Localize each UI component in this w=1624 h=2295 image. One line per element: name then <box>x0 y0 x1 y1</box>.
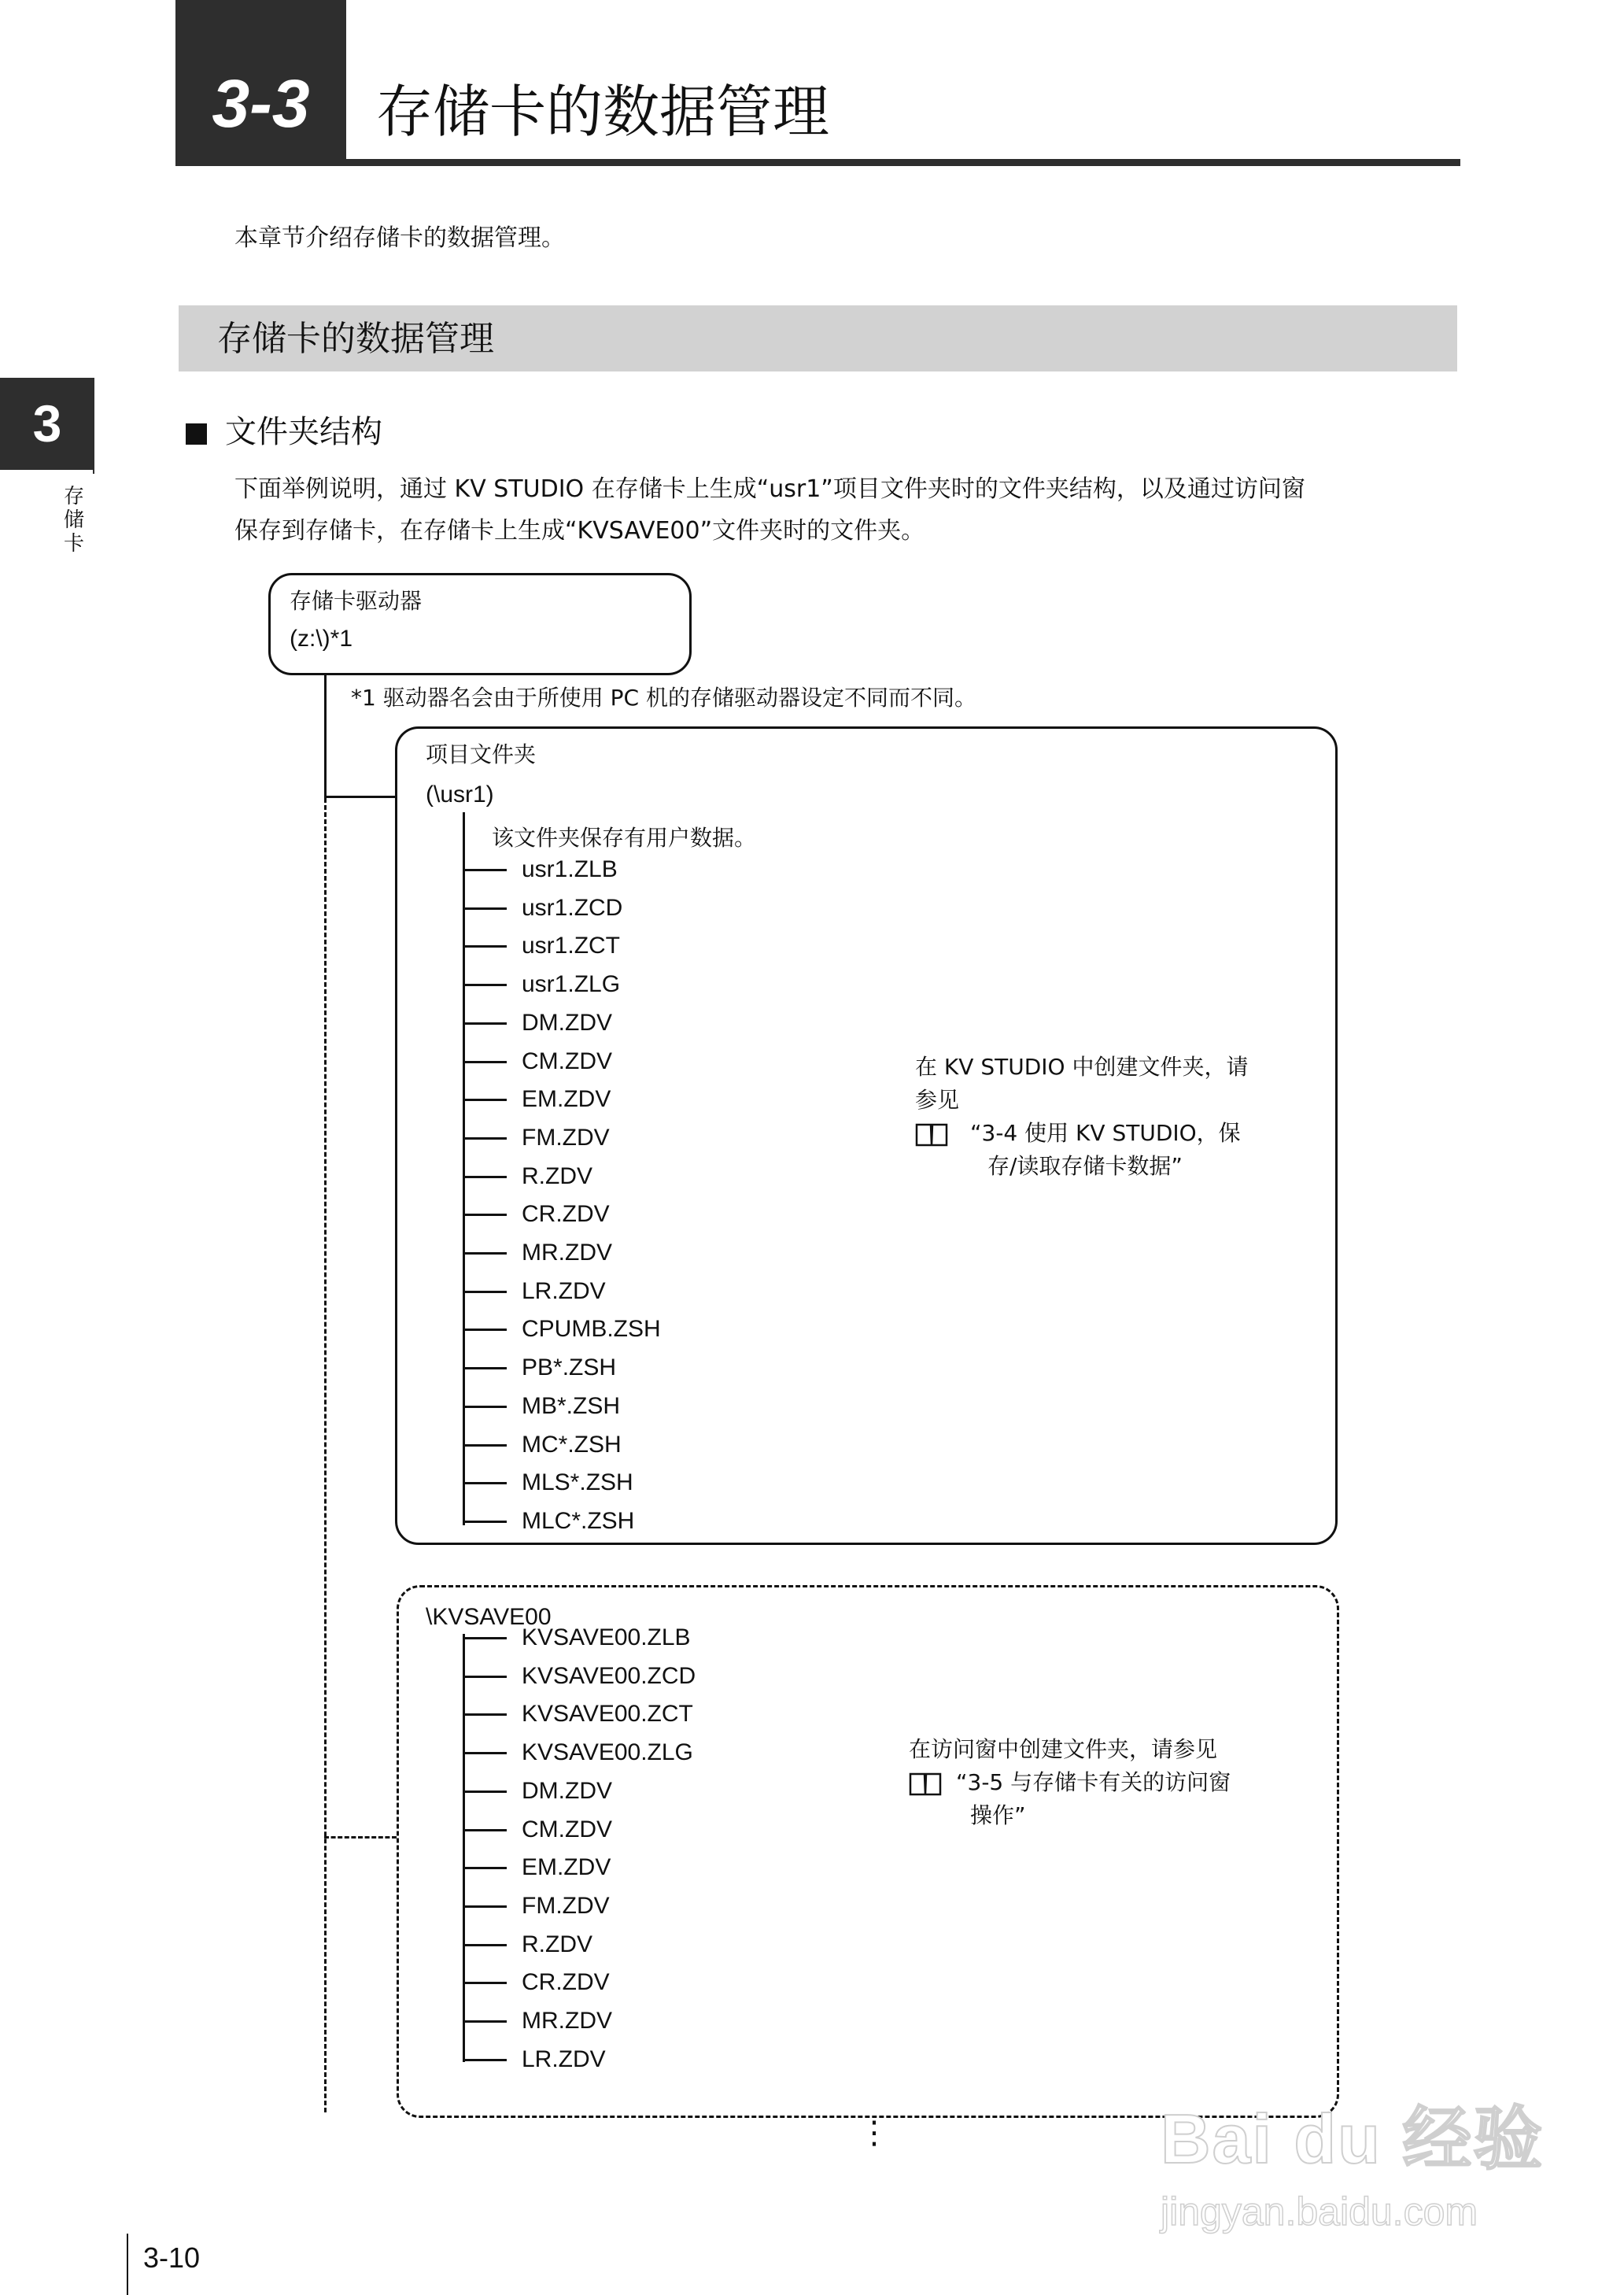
tree-branch-line <box>465 869 507 871</box>
tree-branch-line <box>465 1905 507 1908</box>
file-name: MLS*.ZSH <box>522 1469 633 1496</box>
header-rule <box>175 159 1460 166</box>
tree-branch-line <box>465 1329 507 1331</box>
project-folder-note: 该文件夹保存有用户数据。 <box>492 825 757 851</box>
paragraph-line: 下面举例说明，通过 KV STUDIO 在存储卡上生成“usr1”项目文件夹时的文件夹结构，以及通过访问窗 <box>234 475 1305 503</box>
tree-branch-line <box>465 1176 507 1178</box>
side-tab-number: 3 <box>32 394 62 453</box>
tree-branch-line <box>465 984 507 986</box>
kvsave-reference-link[interactable]: “3-5 与存储卡有关的访问窗 <box>956 1769 1231 1795</box>
file-name: MLC*.ZSH <box>522 1507 635 1534</box>
file-name: DM.ZDV <box>522 1777 612 1804</box>
tree-branch-line <box>465 2020 507 2023</box>
project-folder-label: 项目文件夹 <box>426 741 537 767</box>
tree-branch-line <box>465 1867 507 1869</box>
kvsave-tree-line <box>463 1634 465 2062</box>
footnote: *1 驱动器名会由于所使用 PC 机的存储驱动器设定不同而不同。 <box>351 685 976 711</box>
tree-branch-line <box>465 1944 507 1946</box>
tree-branch-line <box>465 1022 507 1025</box>
file-name: usr1.ZCD <box>522 894 623 921</box>
tree-branch-line <box>465 1367 507 1369</box>
book-icon <box>915 1122 948 1148</box>
tree-branch-line <box>465 1061 507 1063</box>
drive-path: (z:\)*1 <box>290 626 353 652</box>
file-name: PB*.ZSH <box>522 1354 617 1381</box>
tree-branch-line <box>465 1982 507 1984</box>
tree-branch-line <box>465 907 507 910</box>
file-name: usr1.ZCT <box>522 933 621 959</box>
file-name: R.ZDV <box>522 1931 592 1957</box>
chapter-section-number: 3-3 <box>212 66 310 142</box>
project-reference-text: 参见 <box>915 1087 960 1113</box>
footer-rule <box>127 2234 128 2295</box>
file-name: usr1.ZLG <box>522 971 621 998</box>
file-name: KVSAVE00.ZLG <box>522 1739 693 1766</box>
file-name: LR.ZDV <box>522 1277 606 1304</box>
file-name: KVSAVE00.ZCD <box>522 1662 696 1689</box>
file-name: MC*.ZSH <box>522 1431 622 1458</box>
file-name: CM.ZDV <box>522 1048 612 1074</box>
project-reference-text: 在 KV STUDIO 中创建文件夹，请 <box>915 1054 1249 1080</box>
side-tab-line <box>93 378 94 474</box>
file-name: usr1.ZLB <box>522 856 618 882</box>
continuation-dots: ⋮ <box>858 2115 890 2151</box>
file-name: MR.ZDV <box>522 2008 612 2034</box>
tree-branch-line <box>324 796 397 798</box>
file-name: MB*.ZSH <box>522 1392 621 1419</box>
file-name: KVSAVE00.ZLB <box>522 1624 691 1650</box>
kvsave-reference-text: 在访问窗中创建文件夹，请参见 <box>909 1736 1218 1762</box>
file-name: MR.ZDV <box>522 1240 612 1266</box>
tree-branch-line <box>465 1676 507 1678</box>
project-folder-path: (\usr1) <box>426 782 494 808</box>
tree-branch-line <box>465 1521 507 1523</box>
file-name: FM.ZDV <box>522 1124 610 1151</box>
tree-branch-line <box>465 1214 507 1216</box>
watermark-logo: Bai du 经验 <box>1161 2100 1545 2178</box>
book-icon <box>909 1771 942 1798</box>
kvsave-reference-link[interactable]: 操作” <box>970 1802 1026 1828</box>
file-name: EM.ZDV <box>522 1854 611 1881</box>
side-tab-label: 存储卡 <box>63 485 84 556</box>
file-name: CR.ZDV <box>522 1969 610 1996</box>
subsection-heading: 文件夹结构 <box>225 414 382 450</box>
intro-text: 本章节介绍存储卡的数据管理。 <box>234 224 565 252</box>
tree-branch-line <box>465 1829 507 1831</box>
file-name: CR.ZDV <box>522 1201 610 1228</box>
tree-branch-line <box>465 1137 507 1140</box>
tree-branch-line <box>465 945 507 948</box>
paragraph-line: 保存到存储卡，在存储卡上生成“KVSAVE00”文件夹时的文件夹。 <box>234 517 925 545</box>
file-name: FM.ZDV <box>522 1892 610 1919</box>
tree-branch-dashed-line <box>324 1836 397 1839</box>
tree-branch-line <box>465 1291 507 1293</box>
tree-branch-line <box>465 2059 507 2061</box>
file-name: CM.ZDV <box>522 1816 612 1842</box>
page-title: 存储卡的数据管理 <box>376 79 830 145</box>
tree-branch-line <box>465 1791 507 1793</box>
project-tree-line <box>463 812 465 1525</box>
kvsave-folder-path: \KVSAVE00 <box>426 1604 552 1630</box>
file-name: LR.ZDV <box>522 2046 606 2072</box>
project-reference-link[interactable]: “3-4 使用 KV STUDIO，保 <box>970 1120 1241 1146</box>
tree-trunk-dashed-line <box>324 798 327 2112</box>
project-reference-link[interactable]: 存/读取存储卡数据” <box>987 1153 1183 1179</box>
tree-branch-line <box>465 1252 507 1255</box>
file-name: R.ZDV <box>522 1162 592 1189</box>
tree-branch-line <box>465 1637 507 1639</box>
file-name: EM.ZDV <box>522 1086 611 1113</box>
page-number: 3-10 <box>143 2241 201 2274</box>
tree-branch-line <box>465 1482 507 1484</box>
tree-branch-line <box>465 1713 507 1716</box>
tree-branch-line <box>465 1444 507 1447</box>
tree-trunk-line <box>324 675 327 797</box>
tree-branch-line <box>465 1752 507 1754</box>
watermark-url: jingyan.baidu.com <box>1161 2190 1478 2234</box>
tree-branch-line <box>465 1406 507 1408</box>
file-name: DM.ZDV <box>522 1009 612 1036</box>
file-name: CPUMB.ZSH <box>522 1316 661 1343</box>
square-bullet-icon <box>186 423 207 445</box>
file-name: KVSAVE00.ZCT <box>522 1701 693 1728</box>
drive-label: 存储卡驱动器 <box>290 588 423 614</box>
section-title: 存储卡的数据管理 <box>217 319 494 359</box>
tree-branch-line <box>465 1099 507 1101</box>
